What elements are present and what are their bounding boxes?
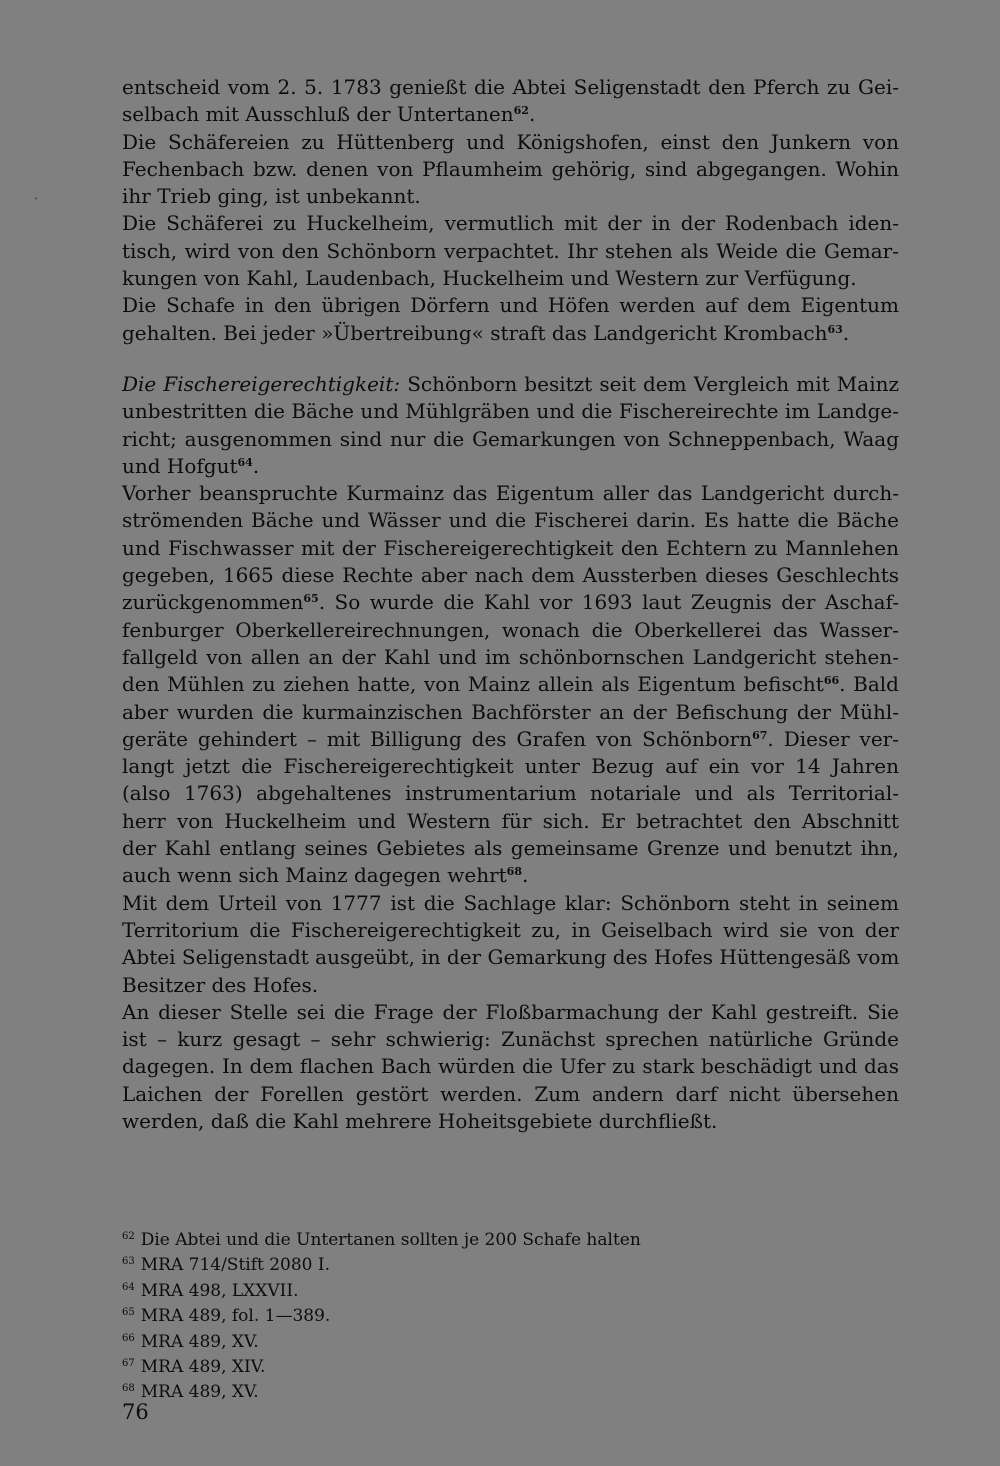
text-run: Laichen der Forellen gestört werden. Zum andern darf nicht übersehen xyxy=(122,1081,899,1106)
text-run: Die Schafe in den übrigen Dörfern und Höfen werden auf dem Eigentum xyxy=(122,293,899,318)
text-line xyxy=(122,644,899,671)
text-line xyxy=(122,726,899,753)
text-run: kungen von Kahl, Laudenbach, Huckelheim und Western zur Verfügung. xyxy=(122,266,857,291)
text-line xyxy=(122,1108,899,1135)
text-run: fallgeld von allen an der Kahl und im schönbornschen Landgericht stehen- xyxy=(122,644,899,669)
text-run: . Bald xyxy=(839,672,899,697)
paragraph xyxy=(122,890,899,999)
text-run: Die Schäferei zu Huckelheim, vermutlich mit der in der Rodenbach iden- xyxy=(122,211,899,236)
footnote-ref: 63 xyxy=(827,322,843,336)
section-heading: Die Fischereigerechtigkeit: xyxy=(122,371,401,396)
text-run: werden, daß die Kahl mehrere Hoheitsgebiete durchfließt. xyxy=(122,1108,718,1133)
text-line xyxy=(122,890,899,917)
text-run: entscheid vom 2. 5. 1783 genießt die Abtei Seligenstadt den Pferch zu Gei- xyxy=(122,75,899,99)
text-run: dagegen. In dem flachen Bach würden die Ufer zu stark beschädigt und das xyxy=(122,1054,899,1079)
text-run: Vorher beanspruchte Kurmainz das Eigentum aller das Landgericht durch- xyxy=(122,481,899,506)
footnote-text: MRA 489, fol. 1—389. xyxy=(140,1306,331,1327)
footnote xyxy=(122,1328,822,1353)
footnote xyxy=(122,1251,822,1276)
text-line xyxy=(122,917,899,944)
text-run: (also 1763) abgehaltenes instrumentarium notariale und als Territorial- xyxy=(122,781,899,806)
footnote-number: 65 xyxy=(122,1307,135,1319)
footnote xyxy=(122,1226,822,1251)
text-run: unbestritten die Bäche und Mühlgräben und die Fischereirechte im Landge- xyxy=(122,399,899,424)
footnote-number: 66 xyxy=(122,1332,135,1344)
text-line xyxy=(122,320,899,347)
text-run: . xyxy=(528,102,536,127)
text-line xyxy=(122,780,899,807)
text-run: aber wurden die kurmainzischen Bachförster an der Befischung der Mühl- xyxy=(122,699,899,724)
text-run: Territorium die Fischereigerechtigkeit zu, in Geiselbach wird sie von der xyxy=(122,917,899,942)
footnote xyxy=(122,1378,822,1403)
text-run: Schönborn besitzt seit dem Vergleich mit Mainz xyxy=(400,371,900,396)
text-line xyxy=(122,74,899,101)
text-line xyxy=(122,1081,899,1108)
text-line xyxy=(122,398,899,425)
footnote-number: 62 xyxy=(122,1231,135,1242)
text-run: Mit dem Urteil von 1777 ist die Sachlage klar: Schönborn steht in seinem xyxy=(122,890,899,915)
text-run: herr von Huckelheim und Western für sich. Er betrachtet den Abschnitt xyxy=(122,808,899,833)
text-run: selbach mit Ausschluß der Untertanen xyxy=(122,102,514,127)
text-run: und Fischwasser mit der Fischereigerechtigkeit den Echtern zu Mannlehen xyxy=(122,535,899,560)
text-run: . xyxy=(521,863,529,888)
text-line xyxy=(122,183,899,210)
text-line xyxy=(122,453,899,480)
paragraph xyxy=(122,129,899,211)
text-run: zurückgenommen xyxy=(122,590,304,615)
footnote-text: MRA 489, XIV. xyxy=(140,1357,266,1378)
text-line xyxy=(122,972,899,999)
text-run: fenburger Oberkellereirechnungen, wonach die Oberkellerei das Wasser- xyxy=(122,617,899,642)
text-line xyxy=(122,292,899,319)
footnote-text: MRA 489, XV. xyxy=(140,1382,259,1403)
paragraph xyxy=(122,210,899,292)
footnote-ref: 66 xyxy=(823,674,840,688)
text-line xyxy=(122,862,899,889)
text-line xyxy=(122,238,899,265)
page-number: 76 xyxy=(122,1400,149,1424)
text-run: Abtei Seligenstadt ausgeübt, in der Gemarkung des Hofes Hüttengesäß vom xyxy=(122,945,900,970)
footnote-number: 63 xyxy=(122,1256,135,1268)
footnote-text: MRA 714/Stift 2080 I. xyxy=(140,1255,331,1276)
text-line xyxy=(122,999,899,1026)
text-line xyxy=(122,808,899,835)
text-run: tisch, wird von den Schönborn verpachtet. Ihr stehen als Weide die Gemar- xyxy=(122,238,899,263)
paragraph xyxy=(122,74,899,129)
text-run: . So wurde die Kahl vor 1693 laut Zeugnis der Aschaf- xyxy=(318,590,899,615)
text-run: auch wenn sich Mainz dagegen wehrt xyxy=(122,863,507,888)
text-line xyxy=(122,535,899,562)
text-run: Fechenbach bzw. denen von Pflaumheim gehörig, sind abgegangen. Wohin xyxy=(122,156,899,181)
text-line xyxy=(122,944,899,971)
text-run: gegeben, 1665 diese Rechte aber nach dem Aussterben dieses Geschlechts xyxy=(122,563,899,588)
text-run: . Dieser ver- xyxy=(767,726,899,751)
text-run: . xyxy=(842,320,850,345)
text-run: geräte gehindert – mit Billigung des Grafen von Schönborn xyxy=(122,726,753,751)
text-run: richt; ausgenommen sind nur die Gemarkungen von Schneppenbach, Waag xyxy=(122,426,899,451)
body-text xyxy=(122,74,899,1135)
margin-mark: ` xyxy=(34,198,39,209)
text-line xyxy=(122,671,899,698)
text-line xyxy=(122,101,899,128)
footnote-text: Die Abtei und die Untertanen sollten je 200 Schafe halten xyxy=(140,1230,641,1250)
text-run: ihr Trieb ging, ist unbekannt. xyxy=(122,184,421,209)
footnote-ref: 64 xyxy=(237,455,253,469)
footnote xyxy=(122,1302,822,1327)
paragraph xyxy=(122,292,899,347)
text-line xyxy=(122,699,899,726)
footnote-ref: 68 xyxy=(506,865,522,879)
text-run: langt jetzt die Fischereigerechtigkeit unter Bezug auf ein vor 14 Jahren xyxy=(122,754,899,779)
text-run: Die Schäfereien zu Hüttenberg und Königshofen, einst den Junkern von xyxy=(122,129,899,154)
text-run: und Hofgut xyxy=(122,453,238,478)
footnote-ref: 65 xyxy=(303,592,319,606)
footnote-number: 64 xyxy=(122,1281,135,1293)
text-line xyxy=(122,371,899,398)
footnote-number: 67 xyxy=(122,1358,135,1370)
text-line xyxy=(122,129,899,156)
footnote-ref: 62 xyxy=(513,104,529,118)
text-line xyxy=(122,617,899,644)
text-line xyxy=(122,835,899,862)
footnote-ref: 67 xyxy=(752,728,768,742)
text-run: gehalten. Bei jeder »Übertreibung« straft das Landgericht Krombach xyxy=(122,320,828,345)
text-line xyxy=(122,210,899,237)
paragraph xyxy=(122,480,899,889)
text-run: der Kahl entlang seines Gebietes als gemeinsame Grenze und benutzt ihn, xyxy=(122,836,899,861)
text-run: . xyxy=(252,453,260,478)
footnote-text: MRA 489, XV. xyxy=(140,1331,259,1352)
footnote-text: MRA 498, LXXVII. xyxy=(140,1280,299,1301)
footnote xyxy=(122,1277,822,1302)
footnote-number: 68 xyxy=(122,1383,135,1395)
paragraph xyxy=(122,999,899,1135)
text-line xyxy=(122,507,899,534)
text-line xyxy=(122,753,899,780)
text-run: An dieser Stelle sei die Frage der Floßbarmachung der Kahl gestreift. Sie xyxy=(122,999,899,1024)
text-line xyxy=(122,1053,899,1080)
text-run: den Mühlen zu ziehen hatte, von Mainz allein als Eigentum befischt xyxy=(122,672,824,697)
text-line xyxy=(122,480,899,507)
text-run: Besitzer des Hofes. xyxy=(122,972,319,997)
text-run: strömenden Bäche und Wässer und die Fischerei darin. Es hatte die Bäche xyxy=(122,508,899,533)
text-line xyxy=(122,426,899,453)
text-line xyxy=(122,156,899,183)
text-line xyxy=(122,265,899,292)
text-run: ist – kurz gesagt – sehr schwierig: Zunächst sprechen natürliche Gründe xyxy=(122,1027,899,1052)
text-line xyxy=(122,589,899,616)
text-line xyxy=(122,562,899,589)
text-line xyxy=(122,1026,899,1053)
footnotes xyxy=(122,1226,822,1404)
paragraph xyxy=(122,371,899,480)
footnote xyxy=(122,1353,822,1378)
